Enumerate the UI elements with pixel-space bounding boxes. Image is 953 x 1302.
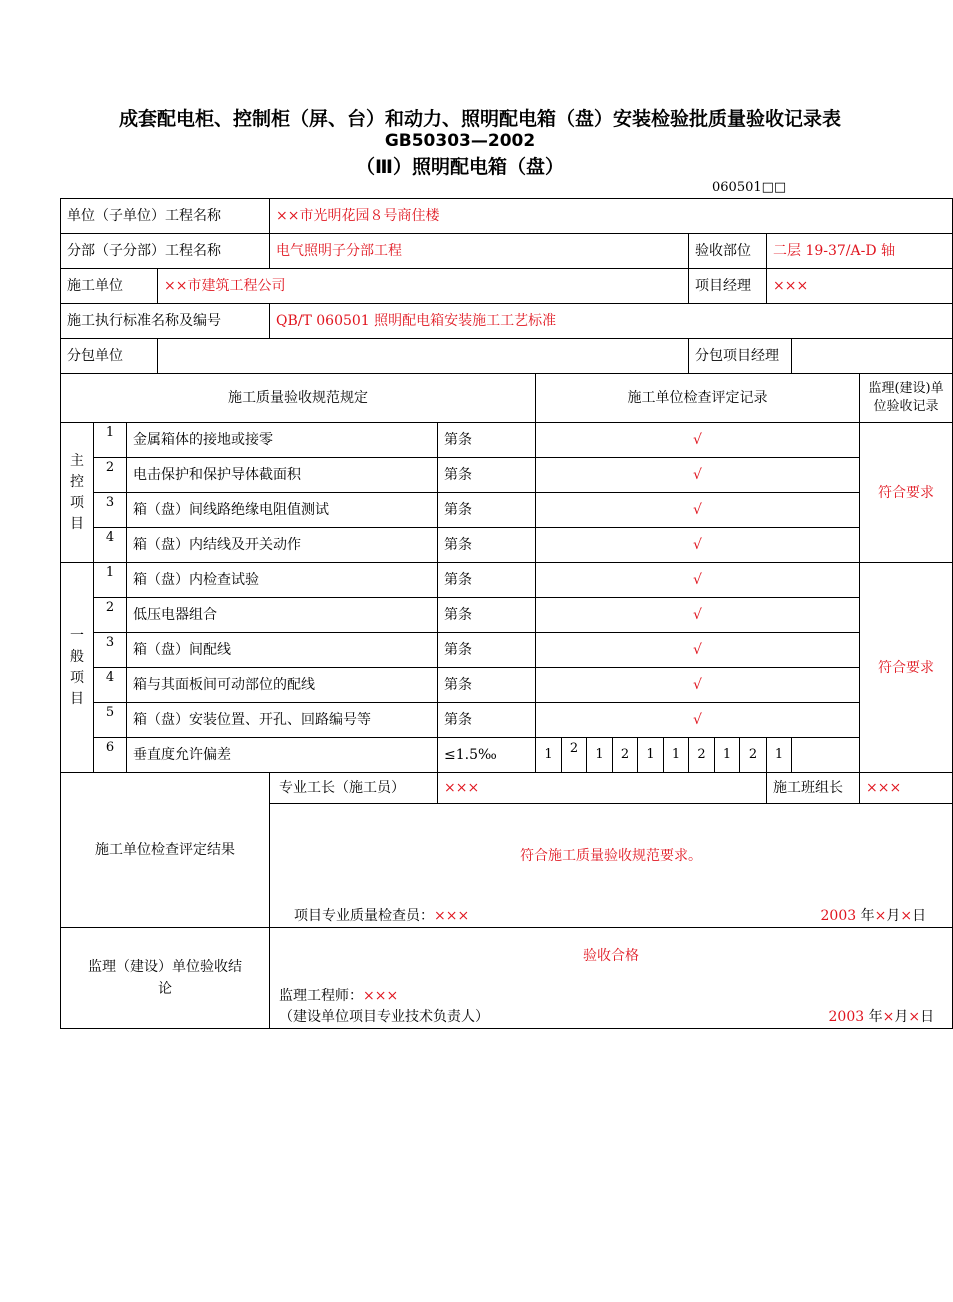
date-unit: 日 [912, 908, 927, 924]
row-division [61, 234, 953, 269]
table-row [61, 423, 953, 458]
date-day: × [908, 1009, 921, 1025]
group-char: 控 [70, 473, 84, 490]
group-char: 一 [70, 627, 84, 644]
deviation-value: 2 [562, 738, 587, 773]
row-contractor [61, 269, 953, 304]
row-standard [61, 304, 953, 339]
team-leader-label: 施工班组长 [767, 773, 860, 804]
item-number: 3 [94, 633, 127, 668]
item-number: 5 [94, 703, 127, 738]
row-column-headers [61, 374, 953, 423]
inspector-value: ××× [434, 908, 470, 924]
item-text: 箱与其面板间可动部位的配线 [127, 668, 438, 703]
supervision-header-line2: 位验收记录 [873, 399, 939, 414]
form-code: 060501□□ [712, 180, 787, 195]
deviation-value: 1 [638, 738, 664, 773]
check-mark: √ [536, 528, 860, 563]
sub-pm-value [792, 339, 953, 374]
check-mark: √ [536, 668, 860, 703]
item-clause: 第条 [438, 563, 536, 598]
team-leader-value: ××× [860, 773, 953, 804]
supervision-label-line2: 论 [158, 981, 172, 997]
deviation-value: 2 [613, 738, 638, 773]
date-month: × [874, 908, 887, 924]
table-row [61, 528, 953, 563]
check-mark: √ [536, 633, 860, 668]
supervision-header [860, 374, 953, 423]
form-title: 成套配电柜、控制柜（屏、台）和动力、照明配电箱（盘）安装检验批质量验收记录表 [118, 108, 841, 130]
deviation-value: 1 [664, 738, 689, 773]
item-clause: 第条 [438, 633, 536, 668]
item-number: 2 [94, 458, 127, 493]
supervision-date [829, 1008, 935, 1026]
inspector-label: 项目专业质量检查员： [294, 908, 434, 924]
date-unit: 月 [886, 908, 901, 924]
spec-header: 施工质量验收规范规定 [61, 374, 536, 423]
contractor-conclusion: 符合施工质量验收规范要求。 [520, 848, 703, 864]
engineer-value: ××× [363, 988, 399, 1004]
deviation-value: 2 [740, 738, 767, 773]
contractor-date [821, 907, 927, 925]
sub-pm-label: 分包项目经理 [689, 339, 792, 374]
project-manager-value: ××× [767, 269, 953, 304]
item-number: 2 [94, 598, 127, 633]
unit-name-label: 单位（子单位）工程名称 [61, 199, 270, 234]
subcontractor-value [158, 339, 689, 374]
deviation-value: 2 [689, 738, 715, 773]
item-text: 垂直度允许偏差 [127, 738, 438, 773]
table-row [61, 738, 953, 773]
date-unit: 年 [868, 1009, 883, 1025]
supervision-conclusion: 验收合格 [583, 948, 640, 964]
date-unit: 日 [920, 1009, 935, 1025]
check-header: 施工单位检查评定记录 [536, 374, 860, 423]
division-value: 电气照明子分部工程 [270, 234, 689, 269]
item-clause: 第条 [438, 423, 536, 458]
item-number: 4 [94, 668, 127, 703]
table-row [61, 563, 953, 598]
group-char: 项 [70, 494, 84, 511]
contractor-check-label: 施工单位检查评定结果 [61, 773, 270, 928]
project-manager-label: 项目经理 [689, 269, 767, 304]
empty-cell [792, 738, 860, 773]
table-row [61, 668, 953, 703]
foreman-value: ××× [438, 773, 767, 804]
main-control-result: 符合要求 [860, 423, 953, 563]
item-clause: 第条 [438, 493, 536, 528]
item-clause: 第条 [438, 528, 536, 563]
supervision-label-line1: 监理（建设）单位验收结 [88, 959, 242, 975]
item-number: 3 [94, 493, 127, 528]
general-group-label [61, 563, 94, 773]
deviation-value: 1 [587, 738, 613, 773]
date-year: 2003 [820, 908, 857, 924]
item-clause: 第条 [438, 703, 536, 738]
supervision-result-cell [270, 928, 953, 1029]
group-char: 主 [70, 452, 84, 469]
table-row [61, 598, 953, 633]
standard-code-title: GB50303—2002 [384, 131, 536, 151]
table-row [61, 458, 953, 493]
item-text: 金属箱体的接地或接零 [127, 423, 438, 458]
engineer-label: 监理工程师： [279, 988, 363, 1004]
item-text: 箱（盘）安装位置、开孔、回路编号等 [127, 703, 438, 738]
row-supervision [61, 928, 953, 1029]
contractor-label: 施工单位 [61, 269, 158, 304]
unit-name-value: ××市光明花园８号商住楼 [270, 199, 953, 234]
subcontractor-label: 分包单位 [61, 339, 158, 374]
check-mark: √ [536, 493, 860, 528]
group-char: 般 [70, 648, 84, 665]
item-text: 电击保护和保护导体截面积 [127, 458, 438, 493]
item-text: 箱（盘）内检查试验 [127, 563, 438, 598]
date-unit: 年 [860, 908, 875, 924]
division-label: 分部（子分部）工程名称 [61, 234, 270, 269]
inspection-record-table [60, 198, 953, 1029]
row-subcontractor [61, 339, 953, 374]
foreman-label: 专业工长（施工员） [270, 773, 438, 804]
contractor-value: ××市建筑工程公司 [158, 269, 689, 304]
table-row [61, 493, 953, 528]
general-result: 符合要求 [860, 563, 953, 773]
date-unit: 月 [894, 1009, 909, 1025]
standard-value: QB/T 060501 照明配电箱安装施工工艺标准 [270, 304, 953, 339]
accept-part-value: 二层 19-37/A-D 轴 [767, 234, 953, 269]
group-char: 目 [70, 690, 84, 707]
check-mark: √ [536, 598, 860, 633]
item-text: 低压电器组合 [127, 598, 438, 633]
check-mark: √ [536, 703, 860, 738]
table-row [61, 703, 953, 738]
item-number: 1 [94, 563, 127, 598]
row-unit-name [61, 199, 953, 234]
item-clause: 第条 [438, 458, 536, 493]
check-mark: √ [536, 423, 860, 458]
date-day: × [900, 908, 913, 924]
item-text: 箱（盘）内结线及开关动作 [127, 528, 438, 563]
item-text: 箱（盘）间配线 [127, 633, 438, 668]
table-row [61, 633, 953, 668]
check-mark: √ [536, 563, 860, 598]
date-month: × [882, 1009, 895, 1025]
item-clause: 第条 [438, 598, 536, 633]
accept-part-label: 验收部位 [689, 234, 767, 269]
row-foreman [61, 773, 953, 804]
item-text: 箱（盘）间线路绝缘电阻值测试 [127, 493, 438, 528]
supervision-header-line1: 监理(建设)单 [868, 381, 944, 396]
supervision-label [61, 928, 270, 1029]
owner-label: （建设单位项目专业技术负责人） [279, 1009, 489, 1025]
main-control-group-label [61, 423, 94, 563]
deviation-value: 1 [536, 738, 562, 773]
inspector-line [294, 907, 469, 925]
check-mark: √ [536, 458, 860, 493]
item-clause: 第条 [438, 668, 536, 703]
group-char: 目 [70, 515, 84, 532]
item-number: 4 [94, 528, 127, 563]
standard-label: 施工执行标准名称及编号 [61, 304, 270, 339]
item-number: 1 [94, 423, 127, 458]
engineer-line [279, 987, 398, 1005]
deviation-value: 1 [767, 738, 792, 773]
deviation-value: 1 [715, 738, 740, 773]
contractor-result-cell [270, 804, 953, 928]
date-year: 2003 [828, 1009, 865, 1025]
form-subtitle: （Ⅲ）照明配电箱（盘） [356, 156, 564, 178]
group-char: 项 [70, 669, 84, 686]
deviation-limit: ≤1.5‰ [438, 738, 536, 773]
item-number: 6 [94, 738, 127, 773]
